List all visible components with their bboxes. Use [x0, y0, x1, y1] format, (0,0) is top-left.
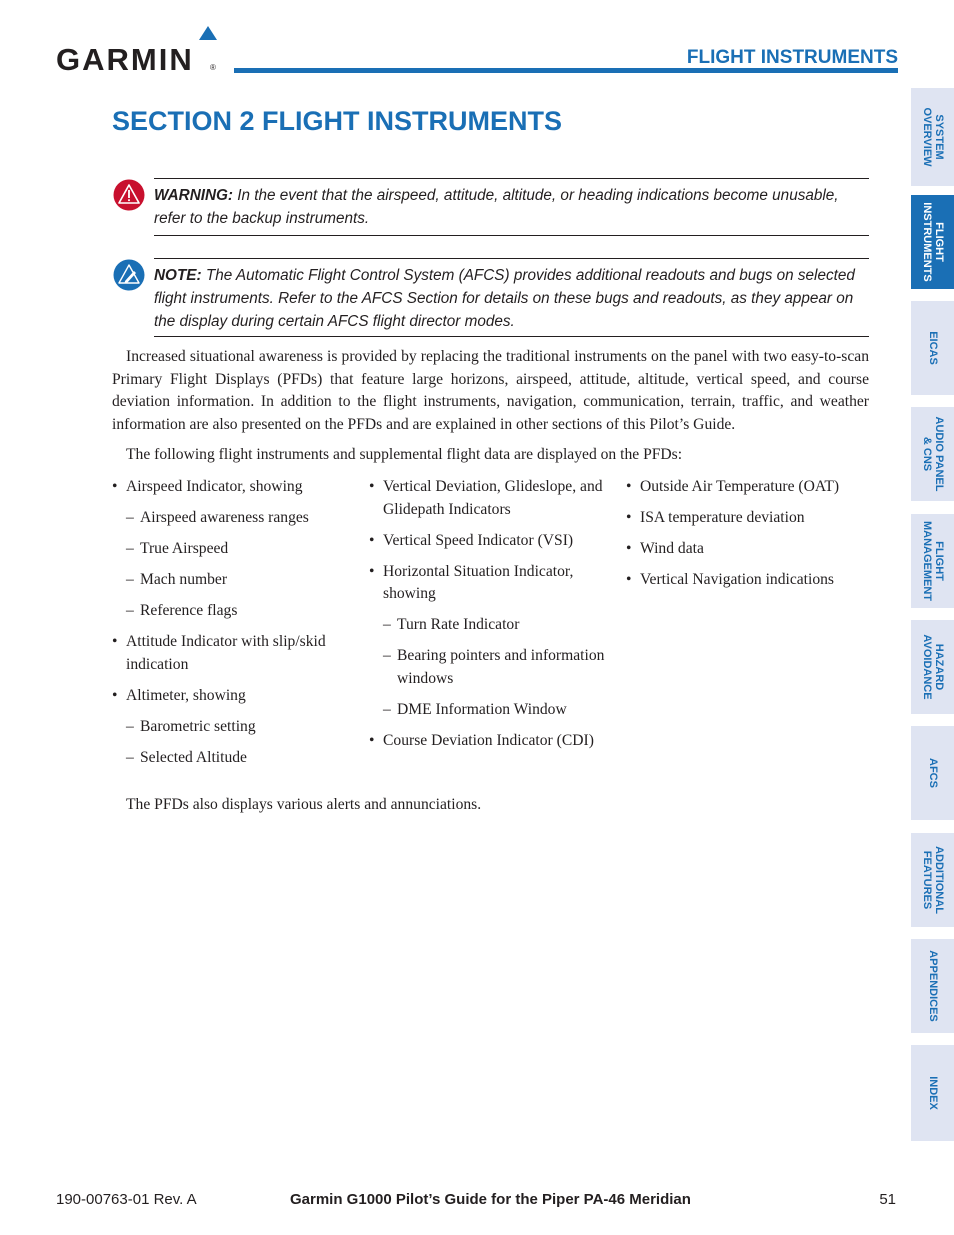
list-subitem-text: True Airspeed: [140, 540, 229, 557]
tab-afcs[interactable]: [911, 726, 954, 820]
alerts-paragraph-text: The PFDs also displays various alerts and annunciations.: [126, 796, 482, 813]
note-bottom-rule: [154, 336, 869, 337]
list-subitem: – Mach number: [126, 571, 228, 588]
garmin-logo: [56, 26, 220, 78]
note-label: NOTE:: [154, 267, 202, 284]
list-subitem-text: DME Information Window: [397, 700, 567, 718]
list-item-text: Wind data: [640, 540, 704, 557]
page-title: SECTION 2 FLIGHT INSTRUMENTS: [112, 106, 563, 136]
list-item-text: ISA temperature deviation: [640, 509, 805, 526]
list-item: • Outside Air Temperature (OAT): [626, 478, 840, 495]
list-item: • Vertical Deviation, Glideslope, and Glidepath Indicators: [369, 478, 603, 518]
list-item: • Wind data: [626, 540, 704, 557]
list-item: • Attitude Indicator with slip/skid indication: [112, 633, 326, 673]
tab-additional-features[interactable]: [911, 833, 954, 927]
list-subitem-text: Bearing pointers and information windows: [397, 647, 605, 687]
tab-audio-panel-cns[interactable]: [911, 407, 954, 501]
list-item-text: Attitude Indicator with slip/skid indication: [126, 633, 326, 673]
list-intro-text: The following flight instruments and supplemental flight data are displayed on the PFDs:: [126, 446, 683, 463]
tab-label: HAZARD AVOIDANCE: [920, 634, 945, 700]
list-item-text: Outside Air Temperature (OAT): [640, 478, 840, 495]
list-item: • Altimeter, showing: [112, 686, 246, 704]
instrument-list-col1: [112, 476, 352, 778]
list-item-text: Vertical Deviation, Glideslope, and Glidepath Indicators: [383, 478, 603, 518]
warning-text: In the event that the airspeed, attitude, altitude, or heading indications become unusable, refer to the backup instruments.: [154, 187, 839, 227]
tab-label: ADDITIONAL FEATURES: [920, 846, 945, 914]
list-item-text: Airspeed Indicator, showing: [126, 478, 303, 495]
tab-hazard-avoidance[interactable]: [911, 620, 954, 714]
list-item: • Course Deviation Indicator (CDI): [369, 731, 594, 749]
list-item-text: Vertical Speed Indicator (VSI): [383, 531, 574, 549]
list-subitem: – True Airspeed: [126, 540, 229, 557]
note-top-rule: [154, 258, 869, 259]
tab-label: APPENDICES: [926, 950, 939, 1022]
list-subitem-text: Airspeed awareness ranges: [140, 509, 309, 526]
instrument-list-col3: [626, 476, 871, 600]
tab-label: AFCS: [926, 758, 939, 788]
tab-eicas[interactable]: [911, 301, 954, 395]
warning-triangle-icon: [113, 179, 145, 211]
list-subitem: – Bearing pointers and information windows: [383, 647, 605, 687]
list-subitem-text: Turn Rate Indicator: [397, 616, 520, 633]
list-item: • Horizontal Situation Indicator, showing: [369, 562, 574, 602]
registered-mark: ®: [210, 63, 216, 72]
note-text: The Automatic Flight Control System (AFCS) provides additional readouts and bugs on selected flight instruments. Refer to the AFCS Section for details on these bugs and readouts, as they appear on the display during certain AFCS flight director modes.: [154, 267, 855, 330]
list-item-text: Course Deviation Indicator (CDI): [383, 731, 594, 749]
list-subitem: – DME Information Window: [383, 700, 567, 718]
intro-paragraph-text: Increased situational awareness is provided by replacing the traditional instruments on the panel with two easy-to-scan Primary Flight Displays (PFDs) that feature large horizons, airspeed, attitude, altitude, vertical speed, and course deviation information. In addition to the flight instruments, navigation, communication, terrain, traffic, and weather information are also presented on the PFDs and are explained in other sections of this Pilot’s Guide.: [112, 348, 869, 433]
list-subitem: – Selected Altitude: [126, 748, 247, 766]
tab-label: FLIGHT INSTRUMENTS: [920, 202, 945, 282]
warning-notice: [154, 184, 872, 230]
tab-label: AUDIO PANEL & CNS: [920, 416, 945, 492]
warning-top-rule: [154, 178, 869, 179]
tab-label: EICAS: [926, 331, 939, 365]
list-item-text: Horizontal Situation Indicator, showing: [383, 562, 574, 602]
tab-flight-management[interactable]: [911, 514, 954, 608]
garmin-triangle-icon: [199, 26, 217, 40]
intro-paragraph: [112, 346, 869, 436]
list-subitem-text: Selected Altitude: [140, 748, 247, 766]
tab-label: FLIGHT MANAGEMENT: [920, 520, 945, 602]
instrument-list-col2: [369, 476, 609, 761]
tab-label: SYSTEM OVERVIEW: [920, 107, 945, 167]
list-subitem: – Reference flags: [126, 602, 238, 619]
list-item: • Airspeed Indicator, showing: [112, 478, 303, 495]
header-section-label: FLIGHT INSTRUMENTS: [686, 47, 898, 68]
tab-system-overview[interactable]: [911, 88, 954, 186]
list-item-text: Altimeter, showing: [126, 686, 246, 704]
list-subitem: – Turn Rate Indicator: [383, 616, 520, 633]
list-intro-paragraph: [112, 444, 869, 467]
list-item: • ISA temperature deviation: [626, 509, 805, 526]
note-notice: [154, 264, 872, 333]
warning-bottom-rule: [154, 235, 869, 236]
list-item: • Vertical Navigation indications: [626, 571, 834, 588]
footer-doc-number: 190-00763-01 Rev. A: [56, 1191, 197, 1208]
list-subitem-text: Reference flags: [140, 602, 238, 619]
list-subitem: – Airspeed awareness ranges: [126, 509, 309, 526]
tab-flight-instruments[interactable]: [911, 195, 954, 289]
list-item-text: Vertical Navigation indications: [640, 571, 834, 588]
tab-index[interactable]: [911, 1045, 954, 1141]
list-subitem-text: Barometric setting: [140, 717, 256, 735]
footer-guide-title: Garmin G1000 Pilot’s Guide for the Piper PA-46 Meridian: [290, 1191, 691, 1208]
warning-label: WARNING:: [154, 187, 234, 204]
tab-label: INDEX: [926, 1076, 939, 1110]
alerts-paragraph: [112, 794, 869, 817]
list-subitem-text: Mach number: [140, 571, 228, 588]
tab-appendices[interactable]: [911, 939, 954, 1033]
list-subitem: – Barometric setting: [126, 717, 256, 735]
footer-page-number: 51: [879, 1191, 896, 1208]
garmin-wordmark: GARMIN: [56, 42, 194, 77]
list-item: • Vertical Speed Indicator (VSI): [369, 531, 574, 549]
note-pen-icon: [113, 259, 145, 291]
